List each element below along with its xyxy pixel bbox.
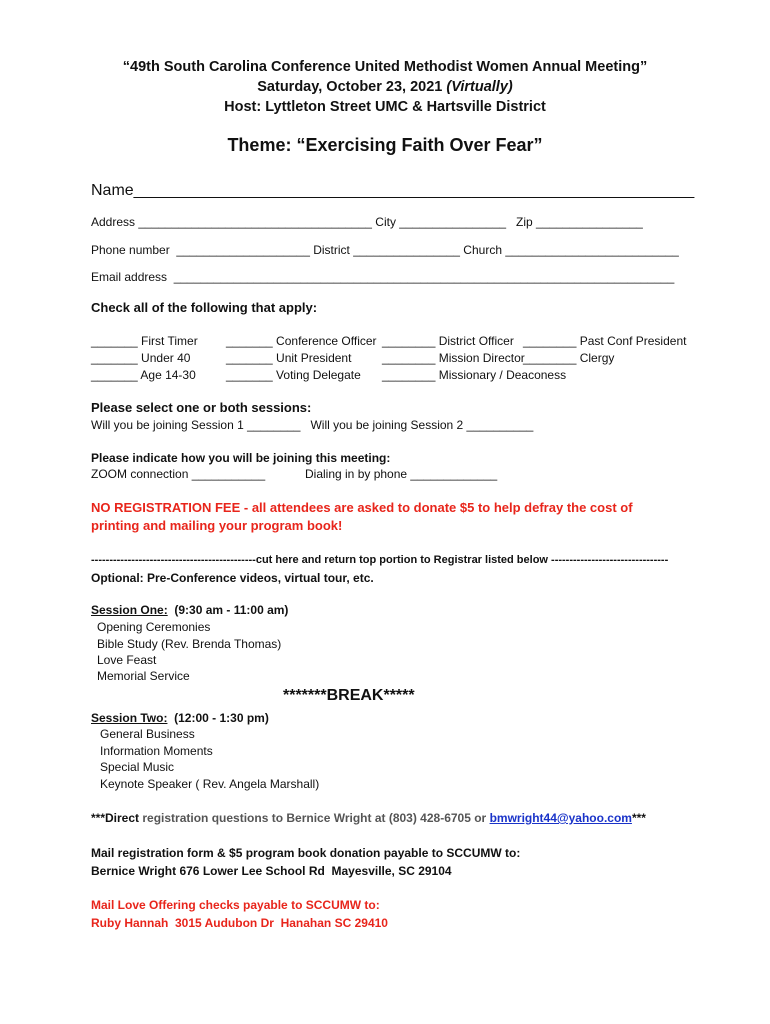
session-two-title: Session Two: xyxy=(91,711,168,725)
no-fee-notice-line2: printing and mailing your program book! xyxy=(91,518,343,533)
check-clergy[interactable]: ________ Clergy xyxy=(523,351,615,365)
check-missionary-deaconess[interactable]: ________ Missionary / Deaconess xyxy=(382,368,567,382)
session-two-time: (12:00 - 1:30 pm) xyxy=(167,711,269,725)
check-voting-delegate[interactable]: _______ Voting Delegate xyxy=(226,368,361,382)
checklist-heading: Check all of the following that apply: xyxy=(91,300,318,315)
contact-line xyxy=(91,811,646,825)
check-first-timer[interactable]: _______ First Timer xyxy=(91,334,198,348)
session-two-header xyxy=(91,711,269,725)
session-one-item: Bible Study (Rev. Brenda Thomas) xyxy=(97,637,282,651)
session-one-item: Love Feast xyxy=(97,653,157,667)
zoom-connection-field[interactable]: ZOOM connection ___________ xyxy=(91,467,266,481)
session-two-item: Keynote Speaker ( Rev. Angela Marshall) xyxy=(100,777,320,791)
mail-offering-line2: Ruby Hannah 3015 Audubon Dr Hanahan SC 29410 xyxy=(91,916,388,930)
meeting-date xyxy=(0,79,770,95)
mail-offering-line1: Mail Love Offering checks payable to SCCUMW to: xyxy=(91,898,380,912)
break-label: *******BREAK***** xyxy=(283,687,415,704)
session-two-item: General Business xyxy=(100,727,195,741)
sessions-heading: Please select one or both sessions: xyxy=(91,400,312,415)
check-under-40[interactable]: _______ Under 40 xyxy=(91,351,191,365)
mail-registration-line2: Bernice Wright 676 Lower Lee School Rd Mayesville, SC 29104 xyxy=(91,864,452,878)
meeting-date-text: Saturday, October 23, 2021 xyxy=(257,79,447,95)
address-field[interactable]: Address ___________________________________ City ________________ Zip ________________ xyxy=(91,215,643,229)
email-field[interactable]: Email address ___________________________________________________________________________ xyxy=(91,270,675,284)
session-two-item: Information Moments xyxy=(100,744,213,758)
sessions-select-line[interactable]: Will you be joining Session 1 ________ Will you be joining Session 2 __________ xyxy=(91,418,534,432)
session-one-item: Memorial Service xyxy=(97,669,190,683)
virtual-note: (Virtually) xyxy=(446,79,513,95)
check-unit-president[interactable]: _______ Unit President xyxy=(226,351,352,365)
contact-suffix: *** xyxy=(631,811,646,825)
check-district-officer[interactable]: ________ District Officer xyxy=(382,334,514,348)
session-two-item: Special Music xyxy=(100,760,175,774)
session-one-header xyxy=(91,603,288,617)
dial-in-field[interactable]: Dialing in by phone _____________ xyxy=(305,467,498,481)
contact-text: registration questions to Bernice Wright at (803) 428-6705 or xyxy=(142,811,490,825)
session-one-time: (9:30 am - 11:00 am) xyxy=(167,603,289,617)
check-past-conf-president[interactable]: ________ Past Conf President xyxy=(523,334,687,348)
cut-line: ---------------------------------------------cut here and return top portion to Registrar listed below -------------------------------- xyxy=(91,554,669,566)
session-one-item: Opening Ceremonies xyxy=(97,620,211,634)
name-field[interactable]: Name_______________________________________________________________ xyxy=(91,182,695,199)
optional-note: Optional: Pre-Conference videos, virtual tour, etc. xyxy=(91,571,374,585)
phone-field[interactable]: Phone number ____________________ District ________________ Church __________________________ xyxy=(91,243,679,257)
session-one-title: Session One: xyxy=(91,603,168,617)
contact-prefix: ***Direct xyxy=(91,811,143,825)
check-mission-director[interactable]: ________ Mission Director xyxy=(382,351,525,365)
meeting-title: “49th South Carolina Conference United Methodist Women Annual Meeting” xyxy=(122,59,648,75)
join-method-heading: Please indicate how you will be joining this meeting: xyxy=(91,451,391,465)
check-age-14-30[interactable]: _______ Age 14-30 xyxy=(91,368,196,382)
mail-registration-line1: Mail registration form & $5 program book donation payable to SCCUMW to: xyxy=(91,846,521,860)
meeting-theme: Theme: “Exercising Faith Over Fear” xyxy=(227,135,543,155)
check-conference-officer[interactable]: _______ Conference Officer xyxy=(226,334,377,348)
contact-email-link[interactable]: bmwright44@yahoo.com xyxy=(489,811,632,825)
meeting-host: Host: Lyttleton Street UMC & Hartsville District xyxy=(224,99,546,115)
no-fee-notice-line1: NO REGISTRATION FEE - all attendees are asked to donate $5 to help defray the cost of xyxy=(91,500,633,515)
